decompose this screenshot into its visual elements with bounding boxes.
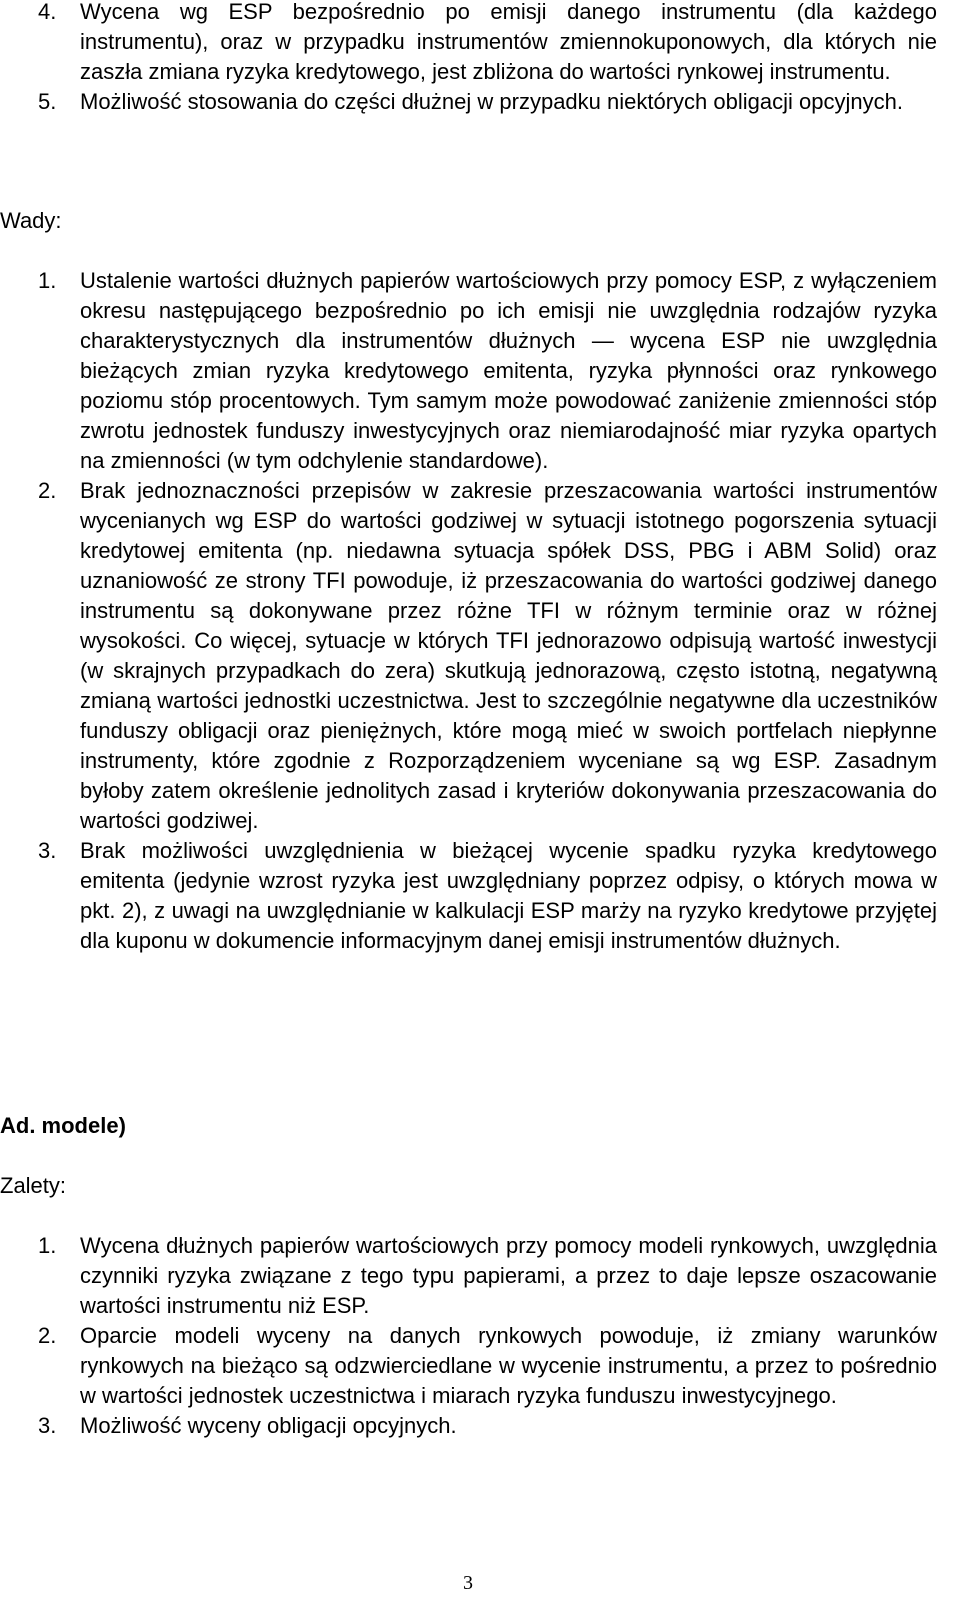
list-item-text: Ustalenie wartości dłużnych papierów wartościowych przy pomocy ESP, z wyłączeniem okresu następującego bezpośrednio po ich emisji nie uwzględnia rodzajów ryzyka charakterystycznych dla instrumentów dłużnych — wycena ESP nie uwzględnia bieżących zmian ryzyka kredytowego emitenta, ryzyka płynności oraz rynkowego poziomu stóp procentowych. Tym samym może powodować zaniżenie zmienności stóp zwrotu jednostek funduszy inwestycyjnych oraz niemiarodajność miar ryzyka opartych na zmienności (w tym odchylenie standardowe). — [80, 268, 937, 473]
list-item — [0, 266, 960, 476]
list-item — [0, 0, 960, 87]
list-item-text: Wycena dłużnych papierów wartościowych przy pomocy modeli rynkowych, uwzględnia czynniki ryzyka związane z tego typu papierami, a przez to daje lepsze oszacowanie wartości instrumentu niż ESP. — [80, 1233, 937, 1318]
list-item — [0, 1321, 960, 1411]
section-heading: Ad. modele) — [0, 1113, 126, 1138]
list-item — [0, 87, 960, 117]
list-item-number: 2. — [38, 478, 57, 503]
advantages-list — [0, 1231, 960, 1441]
list-item-number: 3. — [38, 838, 57, 863]
list-item-number: 4. — [38, 0, 57, 24]
list-item-text: Brak jednoznaczności przepisów w zakresie przeszacowania wartości instrumentów wycenianych wg ESP do wartości godziwej w sytuacji istotnego pogorszenia sytuacji kredytowej emitenta (np. niedawna sytuacja spółek DSS, PBG i ABM Solid) oraz uznaniowość ze strony TFI powoduje, iż przeszacowania do wartości godziwej danego instrumentu są dokonywane przez różne TFI w różnym terminie oraz w różnej wysokości. Co więcej, sytuacje w których TFI jednorazowo odpisują wartość inwestycji (w skrajnych przypadkach do zera) skutkują jednorazową, często istotną, negatywną zmianą wartości jednostki uczestnictwa. Jest to szczególnie negatywne dla uczestników funduszy obligacji oraz pieniężnych, które mogą mieć w swoich portfelach niepłynne instrumenty, które zgodnie z Rozporządzeniem wyceniane są wg ESP. Zasadnym byłoby zatem określenie jednolitych zasad i kryteriów dokonywania przeszacowania do wartości godziwej. — [80, 478, 937, 833]
wady-label: Wady: — [0, 208, 62, 233]
list-item-number: 5. — [38, 89, 57, 114]
list-item — [0, 1231, 960, 1321]
list-item-text: Oparcie modeli wyceny na danych rynkowych powoduje, iż zmiany warunków rynkowych na bieżąco są odzwierciedlane w wycenie instrumentu, a przez to pośrednio w wartości jednostek uczestnictwa i miarach ryzyka funduszu inwestycyjnego. — [80, 1323, 937, 1408]
list-item-text: Możliwość wyceny obligacji opcyjnych. — [80, 1413, 457, 1438]
list-item-number: 2. — [38, 1323, 57, 1348]
list-item — [0, 476, 960, 836]
list-item-number: 1. — [38, 268, 57, 293]
list-item-number: 1. — [38, 1233, 57, 1258]
advantages-list-continued — [0, 0, 960, 117]
page-number: 3 — [463, 1572, 473, 1594]
list-item — [0, 836, 960, 956]
zalety-label: Zalety: — [0, 1173, 67, 1198]
list-item-text: Wycena wg ESP bezpośrednio po emisji danego instrumentu (dla każdego instrumentu), oraz w przypadku instrumentów zmiennokuponowych, dla których nie zaszła zmiana ryzyka kredytowego, jest zbliżona do wartości rynkowej instrumentu. — [80, 0, 937, 84]
list-item-text: Brak możliwości uwzględnienia w bieżącej wycenie spadku ryzyka kredytowego emitenta (jedynie wzrost ryzyka jest uwzględniany poprzez odpisy, o których mowa w pkt. 2), z uwagi na uwzględnianie w kalkulacji ESP marży na ryzyko kredytowe przyjętej dla kuponu w dokumencie informacyjnym danej emisji instrumentów dłużnych. — [80, 838, 937, 953]
list-item-number: 3. — [38, 1413, 57, 1438]
list-item-text: Możliwość stosowania do części dłużnej w przypadku niektórych obligacji opcyjnych. — [80, 89, 903, 114]
list-item — [0, 1411, 960, 1441]
disadvantages-list — [0, 266, 960, 956]
